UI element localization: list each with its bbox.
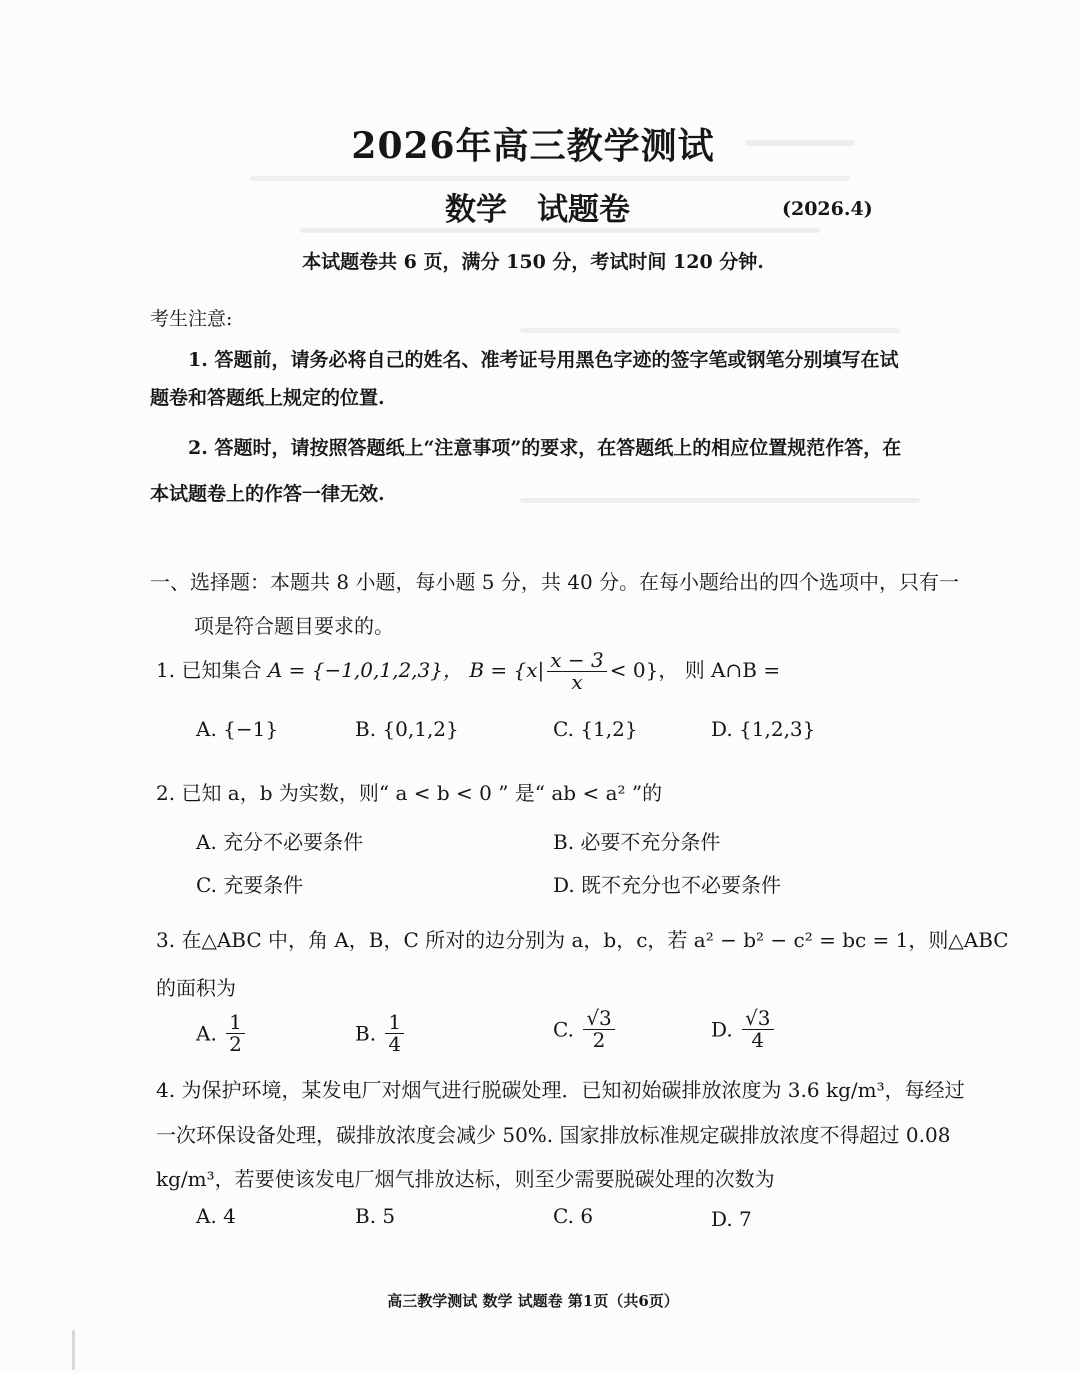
option-c [553, 1204, 593, 1228]
option-label: B. [355, 717, 377, 741]
option-label: C. [553, 1204, 574, 1228]
option-value: {−1} [223, 717, 279, 741]
option-label: D. [711, 717, 733, 741]
fraction-numerator: √3 [742, 1008, 773, 1030]
fraction-denominator: 4 [751, 1028, 765, 1052]
fraction-denominator: 2 [229, 1032, 242, 1056]
set-b-close: < 0}， [609, 658, 679, 682]
question-4-line-3: kg/m³，若要使该发电厂烟气排放达标，则至少需要脱碳处理的次数为 [156, 1167, 775, 1191]
option-label: C. [553, 1017, 574, 1042]
option-d [711, 1207, 752, 1231]
question-4-line-1: 4. 为保护环境，某发电厂对烟气进行脱碳处理．已知初始碳排放浓度为 3.6 kg/m³，每经过 [156, 1078, 965, 1102]
subject-label: 数学 [445, 192, 507, 228]
question-2-stem: 2. 已知 a，b 为实数，则“ a < b < 0 ” 是“ ab < a² ”的 [156, 781, 663, 805]
option-b [553, 826, 720, 855]
option-b [355, 1204, 395, 1228]
option-label: C. [553, 717, 574, 741]
option-value: 充要条件 [223, 873, 304, 897]
option-value: {0,1,2} [382, 717, 459, 741]
set-b-fraction [547, 650, 606, 693]
option-label: D. [711, 1017, 733, 1042]
note-item-2-line-2: 本试题卷上的作答一律无效. [150, 483, 385, 505]
option-label: A. [196, 1204, 217, 1228]
bleed-through-mark [250, 176, 850, 181]
fraction-numerator: x − 3 [547, 650, 606, 672]
option-value: 充分不必要条件 [223, 830, 364, 854]
option-label: A. [196, 1021, 217, 1046]
option-a [196, 717, 278, 741]
fraction-numerator: 1 [226, 1012, 245, 1034]
fraction-numerator: √3 [583, 1008, 614, 1030]
set-a: A = {−1,0,1,2,3}， [267, 658, 463, 682]
option-a [196, 1204, 236, 1228]
exam-subtitle [445, 184, 630, 229]
option-label: B. [355, 1021, 377, 1046]
exam-title: 2026年高三教学测试 [351, 125, 715, 167]
paper-type-label: 试题卷 [537, 192, 630, 228]
option-d [553, 869, 781, 898]
option-fraction [583, 1008, 614, 1051]
option-label: C. [196, 873, 217, 897]
option-label: B. [553, 830, 575, 854]
exam-date: (2026.4) [782, 198, 873, 220]
fraction-denominator: 4 [388, 1032, 402, 1056]
option-value: {1,2,3} [739, 717, 816, 741]
exam-info: 本试题卷共 6 页，满分 150 分，考试时间 120 分钟. [302, 251, 764, 273]
scan-edge-mark [72, 1330, 75, 1370]
option-value: 5 [382, 1204, 396, 1228]
bleed-through-mark [520, 328, 900, 333]
set-b-open: B = {x| [469, 658, 545, 682]
section-heading-line-2: 项是符合题目要求的。 [194, 614, 394, 638]
fraction-numerator: 1 [385, 1012, 404, 1034]
option-fraction [385, 1012, 404, 1055]
option-fraction [226, 1012, 245, 1055]
option-c [553, 717, 638, 741]
page-footer: 高三教学测试 数学 试题卷 第1页（共6页） [387, 1292, 679, 1310]
option-label: D. [553, 873, 575, 897]
question-4-line-2: 一次环保设备处理，碳排放浓度会减少 50%. 国家排放标准规定碳排放浓度不得超过 0.08 [156, 1123, 951, 1147]
option-label: D. [711, 1207, 733, 1231]
option-b [355, 1012, 407, 1055]
option-c [553, 1008, 618, 1051]
question-1-prefix: 已知集合 [181, 658, 262, 682]
note-item-1-line-2: 题卷和答题纸上规定的位置. [150, 387, 385, 409]
option-value: 4 [223, 1204, 236, 1228]
note-item-2-line-1: 2. 答题时，请按照答题纸上“注意事项”的要求，在答题纸上的相应位置规范作答，在 [188, 437, 902, 459]
question-1-number: 1. [156, 658, 176, 682]
notes-heading: 考生注意: [150, 308, 233, 330]
fraction-denominator: x [571, 670, 583, 694]
option-a [196, 1012, 248, 1055]
option-value: 7 [739, 1207, 752, 1231]
note-item-1-line-1: 1. 答题前，请务必将自己的姓名、准考证号用黑色字迹的签字笔或钢笔分别填写在试 [188, 349, 899, 371]
option-a [196, 826, 363, 855]
option-value: {1,2} [580, 717, 638, 741]
option-label: B. [355, 1204, 377, 1228]
question-3-line-2: 的面积为 [156, 976, 236, 1000]
option-b [355, 717, 459, 741]
section-heading-line-1: 一、选择题：本题共 8 小题，每小题 5 分，共 40 分。在每小题给出的四个选项中，只有一 [150, 570, 960, 594]
question-3-line-1: 3. 在△ABC 中，角 A，B，C 所对的边分别为 a，b，c，若 a² − b² − c² = bc = 1，则△ABC [156, 928, 1009, 952]
option-c [196, 869, 303, 898]
option-d [711, 717, 815, 741]
option-value: 既不充分也不必要条件 [581, 873, 782, 897]
bleed-through-mark [520, 498, 920, 503]
question-1-stem [156, 650, 780, 693]
option-value: 6 [580, 1204, 594, 1228]
option-d [711, 1008, 777, 1051]
option-fraction [742, 1008, 773, 1051]
option-label: A. [196, 717, 217, 741]
option-value: 必要不充分条件 [580, 830, 721, 854]
fraction-denominator: 2 [592, 1028, 606, 1052]
option-label: A. [196, 830, 217, 854]
question-1-ask: 则 A∩B = [684, 658, 781, 682]
